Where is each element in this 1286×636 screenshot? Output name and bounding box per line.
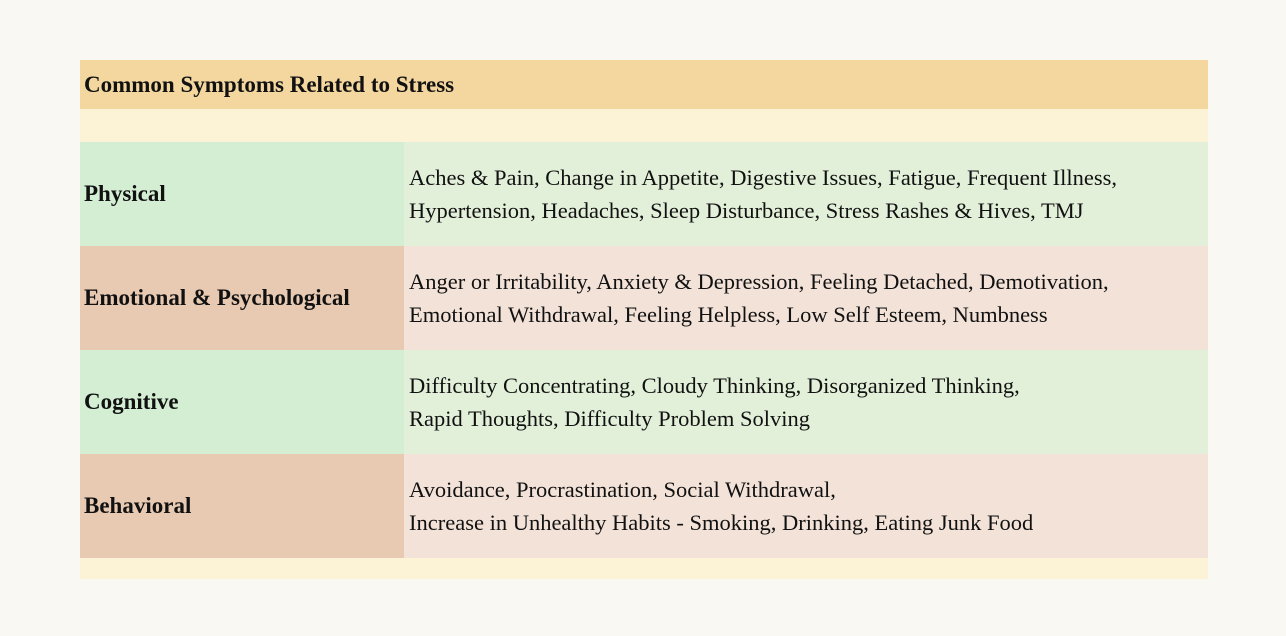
symptom-list [404,350,1208,454]
symptom-line: Difficulty Concentrating, Cloudy Thinking, Disorganized Thinking, [409,373,1020,398]
symptom-line: Emotional Withdrawal, Feeling Helpless, Low Self Esteem, Numbness [409,302,1048,327]
symptom-list [404,454,1208,558]
symptom-line: Avoidance, Procrastination, Social Withdrawal, [409,477,836,502]
table-row-behavioral [80,454,1208,558]
symptom-line: Aches & Pain, Change in Appetite, Digestive Issues, Fatigue, Frequent Illness, [409,165,1118,190]
category-label: Cognitive [80,350,404,454]
category-label: Emotional & Psychological [80,246,404,350]
symptom-line: Hypertension, Headaches, Sleep Disturbance, Stress Rashes & Hives, TMJ [409,198,1084,223]
spacer-row [80,558,1208,579]
table-row-emotional-psychological [80,246,1208,350]
symptom-line: Increase in Unhealthy Habits - Smoking, Drinking, Eating Junk Food [409,510,1034,535]
table-row-cognitive [80,350,1208,454]
category-label: Behavioral [80,454,404,558]
symptom-line: Anger or Irritability, Anxiety & Depression, Feeling Detached, Demotivation, [409,269,1109,294]
symptoms-table [80,60,1208,579]
symptom-list [404,246,1208,350]
symptom-line: Rapid Thoughts, Difficulty Problem Solving [409,406,811,431]
spacer-row [80,109,1208,142]
symptom-list [404,142,1208,246]
table-title: Common Symptoms Related to Stress [80,60,1208,109]
table-row-physical [80,142,1208,246]
category-label: Physical [80,142,404,246]
